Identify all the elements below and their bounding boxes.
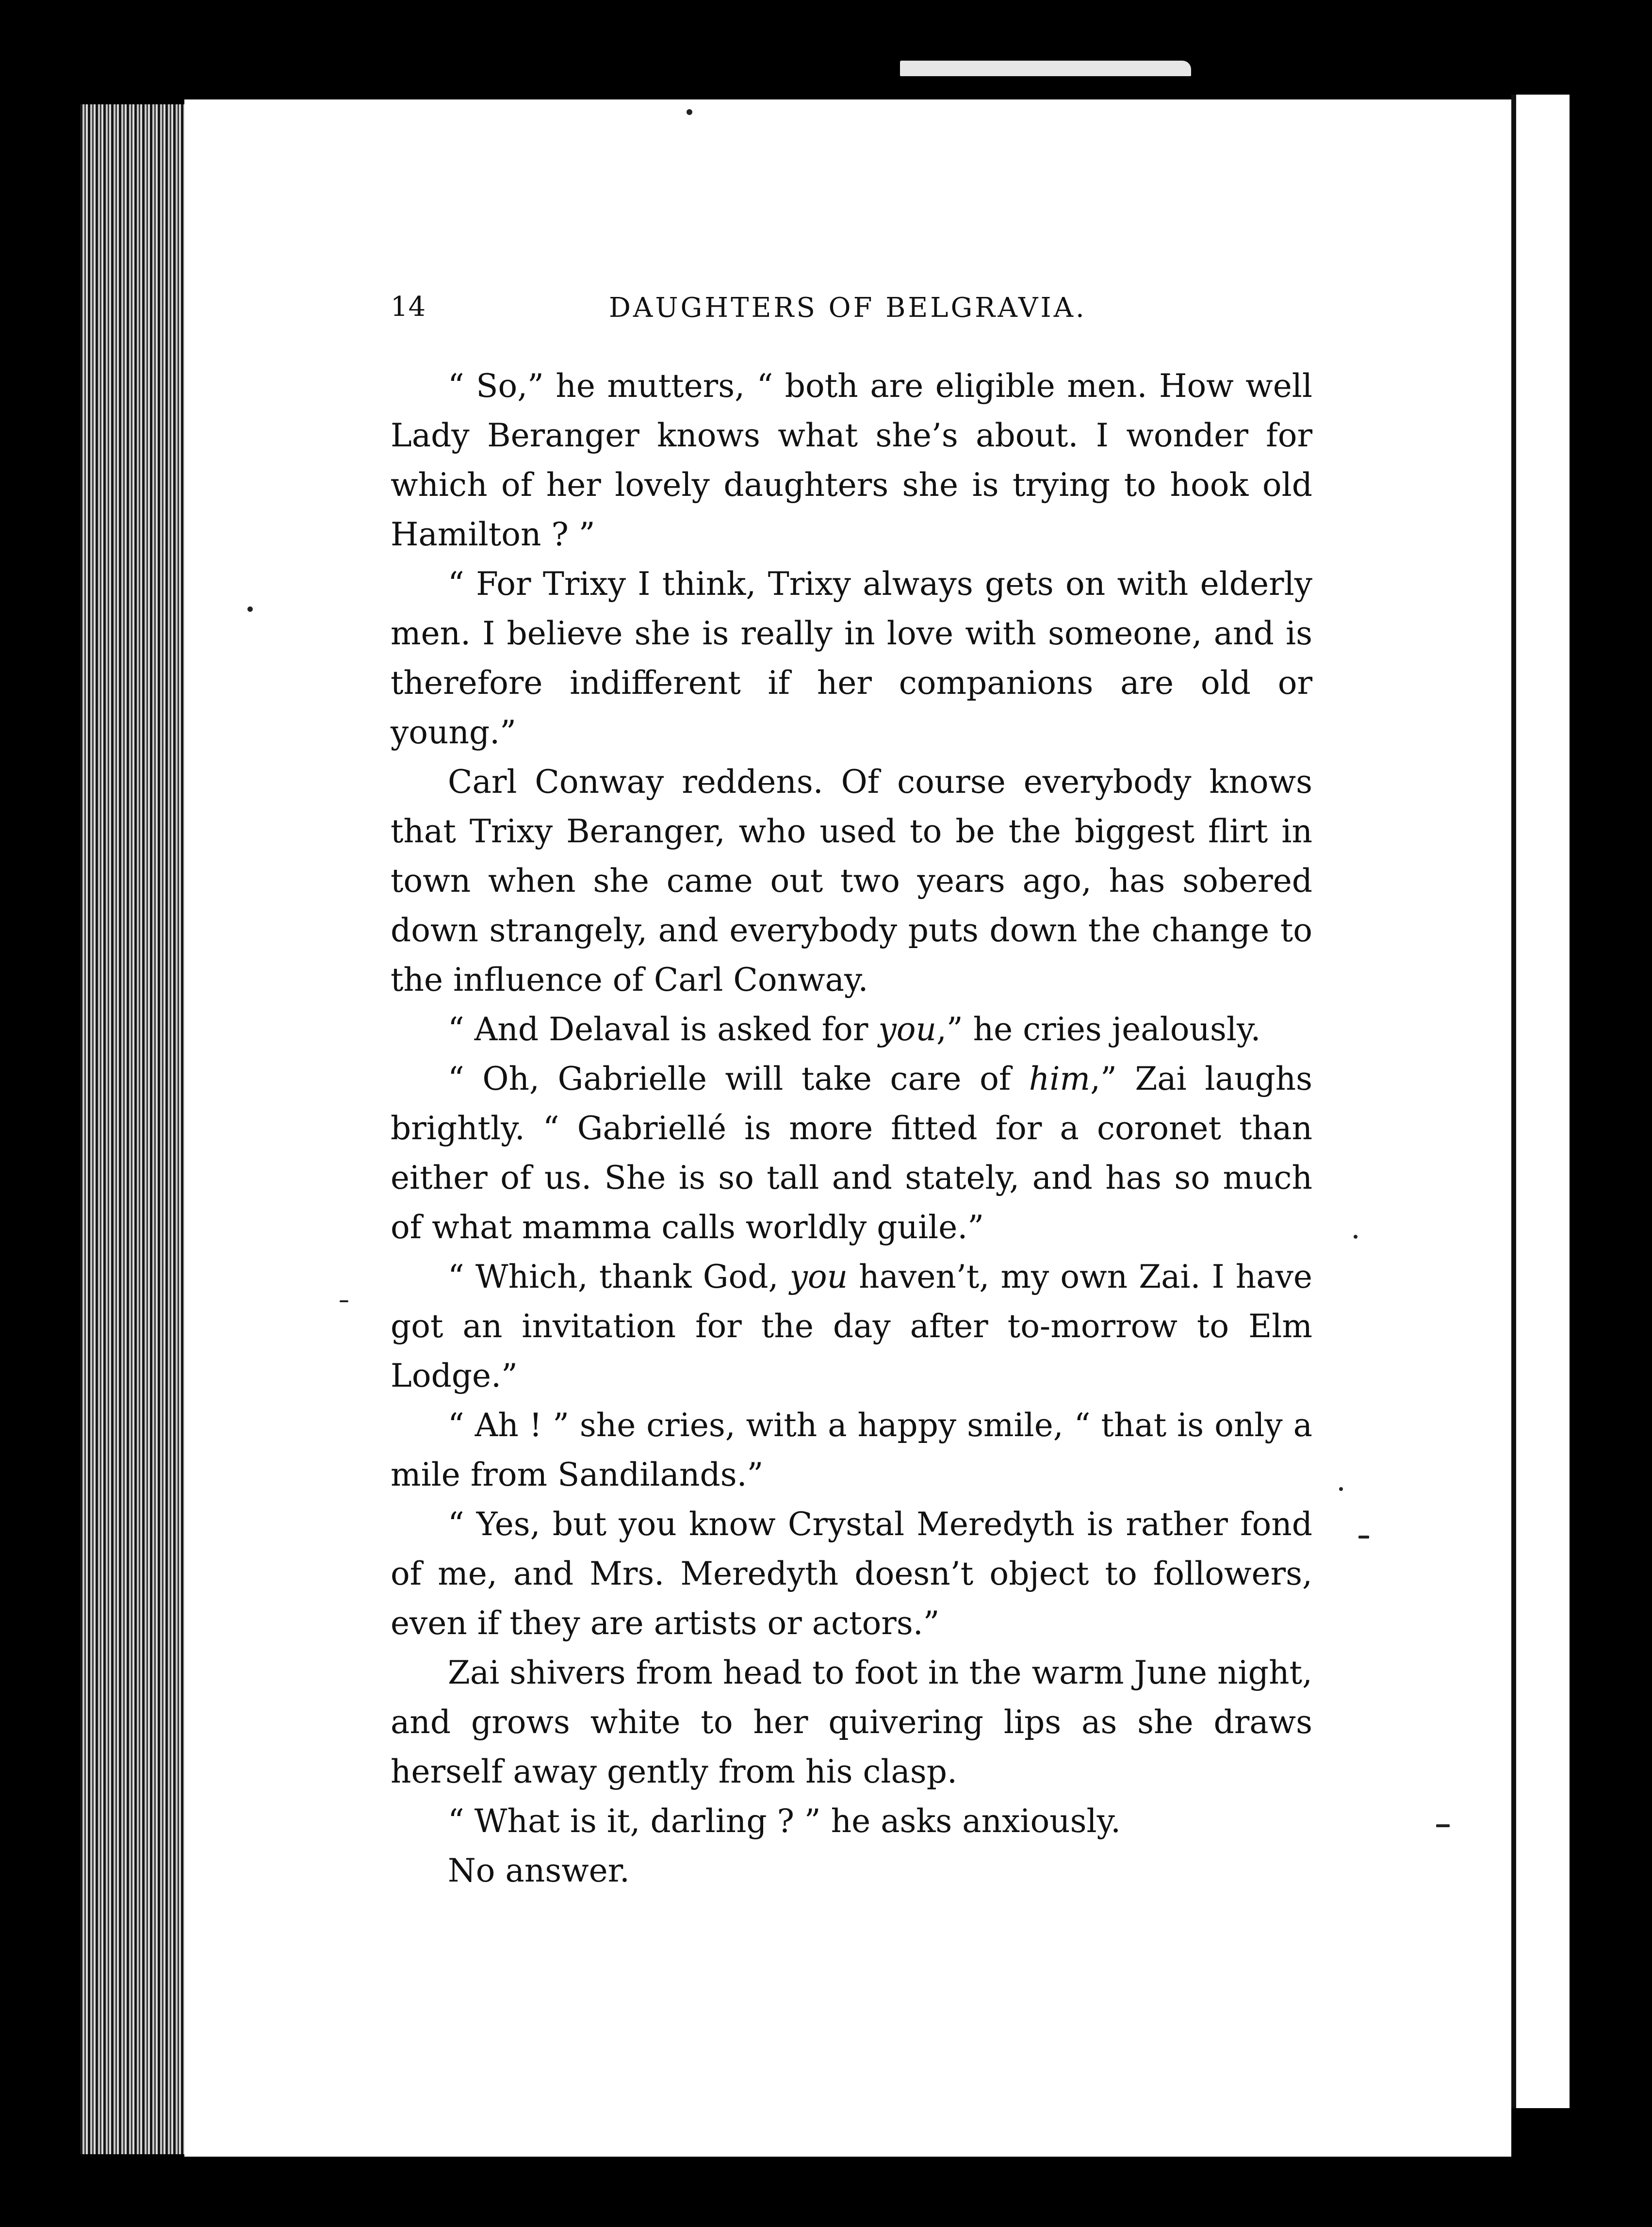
book-spine	[1511, 95, 1570, 2108]
running-title: DAUGHTERS OF BELGRAVIA.	[609, 292, 1087, 324]
page-header	[391, 291, 1104, 335]
paragraph: “ Oh, Gabrielle will take care of him,” Zai laughs brightly. “ Gabriellé is more fitted for a coronet than either of us. She is so tall and stately, and has so much of what mamma calls worldly guile.”	[391, 1060, 1312, 1246]
paragraph: “ Ah ! ” she cries, with a happy smile, “ that is only a mile from Sandilands.”	[391, 1407, 1312, 1493]
paragraph: No answer.	[448, 1852, 630, 1889]
paragraph: “ For Trixy I think, Trixy always gets on with elderly men. I believe she is really in love with someone, and is therefore indifferent if her companions are old or young.”	[391, 565, 1312, 751]
page-tab	[900, 61, 1191, 76]
paragraph: “ Which, thank God, you haven’t, my own Zai. I have got an invitation for the day after to-morrow to Elm Lodge.”	[391, 1258, 1312, 1394]
body-text	[391, 361, 1312, 1896]
paragraph: Carl Conway reddens. Of course everybody knows that Trixy Beranger, who used to be the biggest flirt in town when she came out two years ago, has sobered down strangely, and everybody puts down the change to the influence of Carl Conway.	[391, 763, 1312, 999]
paragraph: “ What is it, darling ? ” he asks anxiously.	[448, 1802, 1121, 1840]
paragraph: “ Yes, but you know Crystal Meredyth is rather fond of me, and Mrs. Meredyth doesn’t object to followers, even if they are artists or actors.”	[391, 1506, 1312, 1642]
paragraph: “ And Delaval is asked for you,” he cries jealously.	[448, 1011, 1261, 1048]
paragraph: “ So,” he mutters, “ both are eligible men. How well Lady Beranger knows what she’s about. I wonder for which of her lovely daughters she is trying to hook old Hamilton ? ”	[391, 367, 1312, 553]
paragraph: Zai shivers from head to foot in the warm June night, and grows white to her quivering lips as she draws herself away gently from his clasp.	[391, 1654, 1312, 1790]
page-number: 14	[391, 291, 426, 323]
